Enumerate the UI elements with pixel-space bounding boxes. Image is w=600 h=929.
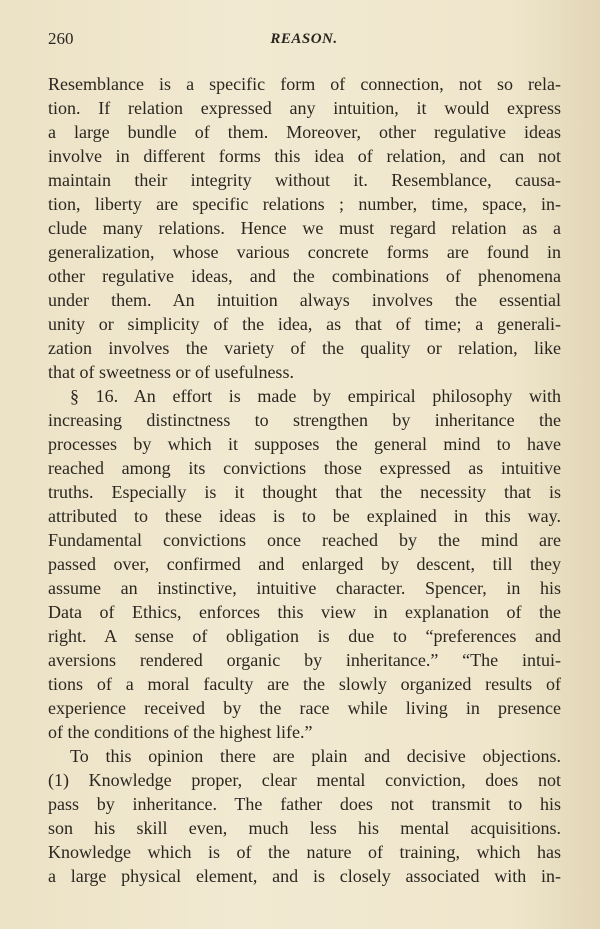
text-line: Knowledge which is of the nature of training, which has [48,842,561,862]
text-line: a large bundle of them. Moreover, other regulative ideas [48,122,561,142]
text-line: clude many relations. Hence we must regard relation as a [48,218,561,238]
text-line: pass by inheritance. The father does not transmit to his [48,794,561,814]
text-line: attributed to these ideas is to be explained in this way. [48,506,561,526]
text-line: tions of a moral faculty are the slowly organized results of [48,674,561,694]
text-line: truths. Especially is it thought that the necessity that is [48,482,561,502]
text-line: that of sweetness or of usefulness. [48,362,294,382]
text-line: processes by which it supposes the general mind to have [48,434,561,454]
text-line: increasing distinctness to strengthen by inheritance the [48,410,561,430]
text-line: passed over, confirmed and enlarged by descent, till they [48,554,561,574]
text-line: generalization, whose various concrete forms are found in [48,242,561,262]
text-line: other regulative ideas, and the combinations of phenomena [48,266,561,286]
text-line: assume an instinctive, intuitive character. Spencer, in his [48,578,561,598]
text-line: (1) Knowledge proper, clear mental conviction, does not [48,770,561,790]
text-line: involve in different forms this idea of relation, and can not [48,146,561,166]
page-body-text [48,72,561,888]
text-line: experience received by the race while living in presence [48,698,561,718]
text-line: right. A sense of obligation is due to “preferences and [48,626,561,646]
text-line: aversions rendered organic by inheritance.” “The intui- [48,650,561,670]
text-line: under them. An intuition always involves the essential [48,290,561,310]
text-line: § 16. An effort is made by empirical philosophy with [70,386,561,406]
text-line: Fundamental convictions once reached by the mind are [48,530,561,550]
page-header [48,29,560,53]
text-line: reached among its convictions those expressed as intuitive [48,458,561,478]
text-line: To this opinion there are plain and decisive objections. [70,746,561,766]
text-line: tion. If relation expressed any intuition, it would express [48,98,561,118]
text-line: Resemblance is a specific form of connection, not so rela- [48,74,561,94]
text-line: Data of Ethics, enforces this view in explanation of the [48,602,561,622]
text-line: unity or simplicity of the idea, as that of time; a generali- [48,314,561,334]
text-line: of the conditions of the highest life.” [48,722,313,742]
text-line: zation involves the variety of the quality or relation, like [48,338,561,358]
text-line: maintain their integrity without it. Resemblance, causa- [48,170,561,190]
text-line: tion, liberty are specific relations ; number, time, space, in- [48,194,561,214]
text-line: a large physical element, and is closely associated with in- [48,866,561,886]
text-line: son his skill even, much less his mental acquisitions. [48,818,561,838]
running-title: REASON. [270,31,338,47]
page-number: 260 [48,29,74,48]
